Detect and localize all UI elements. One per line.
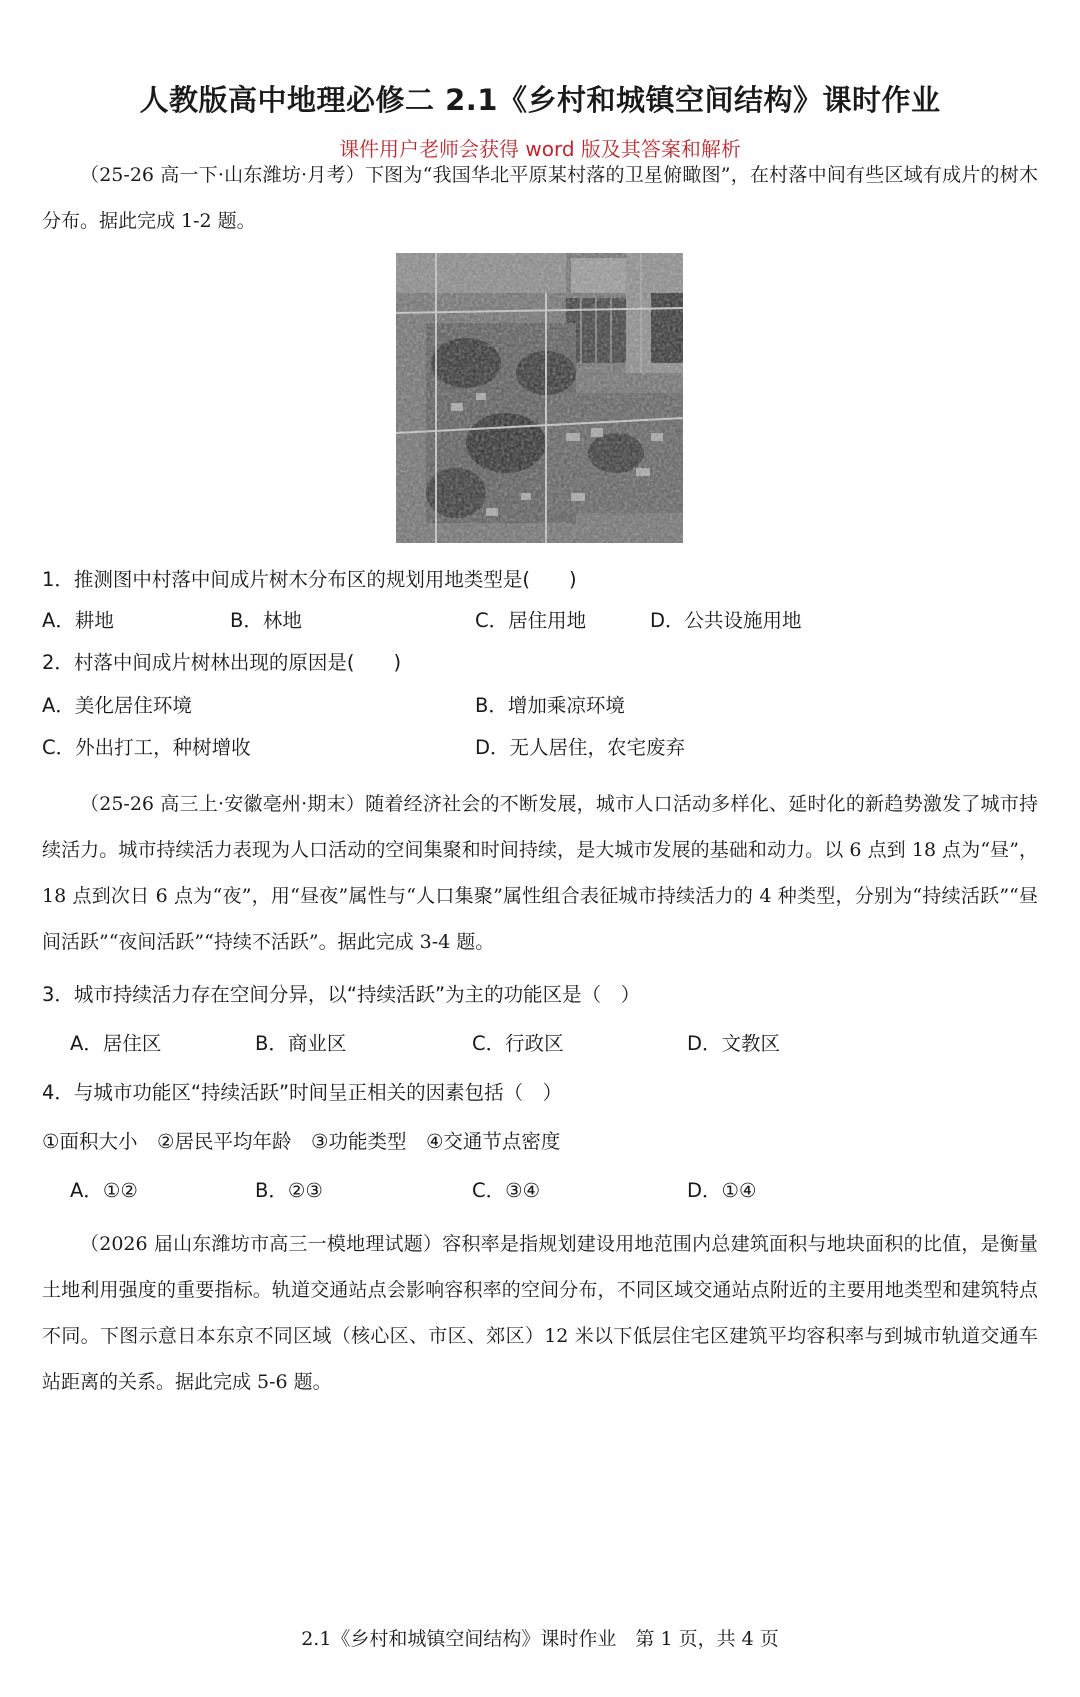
q3-option-d: D．文教区 — [687, 1032, 781, 1055]
q2-option-a: A．美化居住环境 — [42, 694, 192, 717]
question-4: 4．与城市功能区“持续活跃”时间呈正相关的因素包括（ ） — [42, 1081, 563, 1104]
passage-1: （25-26 高一下·山东潍坊·月考）下图为“我国华北平原某村落的卫星俯瞰图”，在村落中间有些区域有成片的树木分布。据此完成 1-2 题。 — [42, 164, 1038, 232]
q1-option-c: C．居住用地 — [475, 609, 587, 632]
q3-option-a: A．居住区 — [70, 1032, 162, 1055]
q2-option-d: D．无人居住，农宅废弃 — [475, 736, 686, 759]
question-3: 3．城市持续活力存在空间分异，以“持续活跃”为主的功能区是（ ） — [42, 983, 641, 1006]
q1-option-b: B．林地 — [230, 609, 302, 632]
q2-option-b: B．增加乘凉环境 — [475, 694, 625, 717]
village-satellite-image — [396, 253, 683, 543]
document-title: 人教版高中地理必修二 2.1《乡村和城镇空间结构》课时作业 — [139, 83, 941, 117]
promo-subtitle: 课件用户老师会获得 word 版及其答案和解析 — [339, 137, 741, 161]
q4-option-d: D．①④ — [687, 1179, 757, 1202]
passage-3: （2026 届山东潍坊市高三一模地理试题）容积率是指规划建设用地范围内总建筑面积与地块面积的比值，是衡量土地利用强度的重要指标。轨道交通站点会影响容积率的空间分布，不同区域交通站点附近的主要用地类型和建筑特点不同。下图示意日本东京不同区域（核心区、市区、郊区）12 米以下低层住宅区建筑平均容积率与到城市轨道交通车站距离的关系。据此完成 5-6 题。 — [42, 1233, 1038, 1393]
page-footer: 2.1《乡村和城镇空间结构》课时作业 第 1 页，共 4 页 — [301, 1628, 779, 1650]
q4-option-b: B．②③ — [255, 1179, 323, 1202]
q4-option-a: A．①② — [70, 1179, 138, 1202]
question-2: 2．村落中间成片树林出现的原因是( ) — [42, 651, 402, 674]
q1-option-d: D．公共设施用地 — [650, 609, 802, 632]
question-1: 1．推测图中村落中间成片树木分布区的规划用地类型是( ) — [42, 568, 577, 591]
q1-option-a: A．耕地 — [42, 609, 114, 632]
q3-option-c: C．行政区 — [472, 1032, 564, 1055]
q4-factors: ①面积大小 ②居民平均年龄 ③功能类型 ④交通节点密度 — [42, 1130, 561, 1153]
q4-option-c: C．③④ — [472, 1179, 541, 1202]
passage-2: （25-26 高三上·安徽亳州·期末）随着经济社会的不断发展，城市人口活动多样化、延时化的新趋势激发了城市持续活力。城市持续活力表现为人口活动的空间集聚和时间持续，是大城市发展的基础和动力。以 6 点到 18 点为“昼”，18 点到次日 6 点为“夜”，用“昼夜”属性与“人口集聚”属性组合表征城市持续活力的 4 种类型，分别为“持续活跃”“昼间活跃”“夜间活跃”“持续不活跃”。据此完成 3-4 题。 — [42, 793, 1038, 953]
q2-option-c: C．外出打工，种树增收 — [42, 736, 251, 759]
q3-option-b: B．商业区 — [255, 1032, 347, 1055]
